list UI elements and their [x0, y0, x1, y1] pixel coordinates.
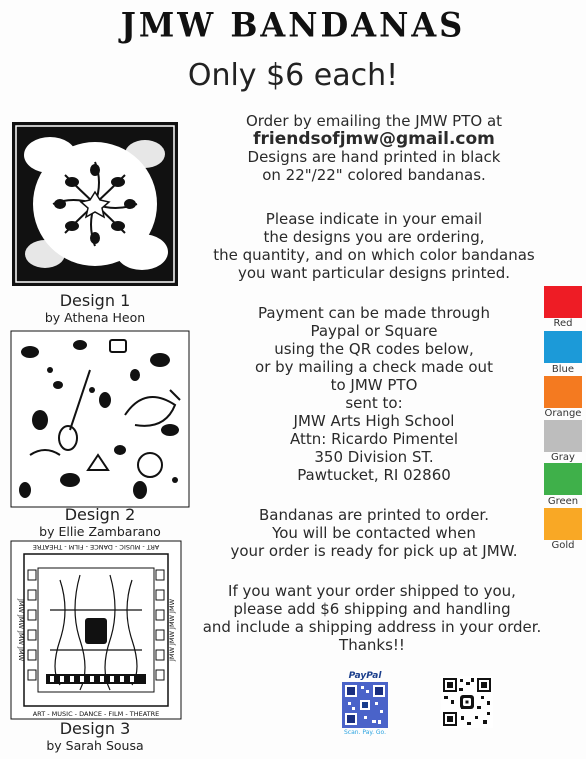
- page-title: JMW BANDANAS: [120, 5, 466, 45]
- instructions-line: the designs you are ordering,: [263, 228, 485, 246]
- shipping-line: please add $6 shipping and handling: [233, 600, 511, 618]
- instructions-line: Please indicate in your email: [265, 210, 483, 228]
- payment-line: Attn: Ricardo Pimentel: [290, 430, 458, 448]
- swatch-gray-label: Gray: [551, 452, 575, 463]
- design-2-artwork: [10, 330, 190, 508]
- design-1-artist: by Athena Heon: [44, 310, 146, 325]
- payment-info: [196, 304, 552, 484]
- design-3-top-border-text: ART - MUSIC - DANCE - FILM - THEATRE: [32, 543, 160, 551]
- swatch-red: [544, 286, 582, 318]
- instructions-line: the quantity, and on which color bandanas: [213, 246, 535, 264]
- design-3-right-border-text: JMW JMW JMW JMW: [168, 598, 176, 662]
- swatch-red-label: Red: [553, 318, 573, 329]
- swatch-gold: [544, 508, 582, 540]
- square-qr-icon: [441, 676, 493, 728]
- design-3-artwork: [10, 540, 182, 720]
- design-3-image: [10, 540, 182, 720]
- square-qr-code[interactable]: [441, 676, 493, 728]
- swatch-orange: [544, 376, 582, 408]
- design-2-image: [10, 330, 190, 508]
- instructions: [196, 210, 552, 282]
- design-3-bottom-border-text: ART - MUSIC - DANCE - FILM - THEATRE: [32, 710, 160, 718]
- swatch-gray: [544, 420, 582, 452]
- design-3-artist: by Sarah Sousa: [46, 738, 144, 753]
- printing-note: [196, 506, 552, 560]
- design-1-name: Design 1: [59, 291, 131, 310]
- payment-line: JMW Arts High School: [293, 412, 455, 430]
- design-3-left-border-text: JMW JMW JMW JMW: [17, 598, 25, 662]
- payment-line: Pawtucket, RI 02860: [297, 466, 451, 484]
- design-1-image: [10, 120, 180, 288]
- shipping-info: [190, 582, 554, 654]
- shipping-line: and include a shipping address in your order.: [202, 618, 542, 636]
- design-2-caption: [15, 506, 185, 539]
- paypal-qr-icon: [342, 682, 388, 728]
- shipping-line: If you want your order shipped to you,: [228, 582, 516, 600]
- swatch-green: [544, 463, 582, 495]
- order-line-1: Order by emailing the JMW PTO at: [245, 112, 503, 130]
- payment-line: 350 Division ST.: [314, 448, 434, 466]
- swatch-gold-label: Gold: [551, 540, 575, 551]
- payment-line: to JMW PTO: [330, 376, 418, 394]
- printing-line: your order is ready for pick up at JMW.: [230, 542, 518, 560]
- design-1-artwork: [10, 120, 180, 288]
- swatch-blue-label: Blue: [551, 364, 575, 375]
- instructions-line: you want particular designs printed.: [237, 264, 511, 282]
- price-subtitle: Only $6 each!: [187, 58, 399, 93]
- design-3-caption: [10, 720, 180, 753]
- order-info: [196, 112, 552, 184]
- payment-line: sent to:: [345, 394, 403, 412]
- order-email: friendsofjmw@gmail.com: [253, 129, 495, 149]
- order-line-4: on 22"/22" colored bandanas.: [262, 166, 486, 184]
- swatch-green-label: Green: [547, 496, 579, 507]
- shipping-line: Thanks!!: [339, 636, 405, 654]
- payment-line: or by mailing a check made out: [255, 358, 493, 376]
- printing-line: Bandanas are printed to order.: [259, 506, 489, 524]
- printing-line: You will be contacted when: [272, 524, 476, 542]
- payment-line: using the QR codes below,: [274, 340, 474, 358]
- swatch-blue: [544, 331, 582, 363]
- order-line-3: Designs are hand printed in black: [247, 148, 501, 166]
- swatch-orange-label: Orange: [544, 408, 582, 419]
- design-1-caption: [10, 292, 180, 325]
- design-2-name: Design 2: [64, 505, 136, 524]
- design-3-name: Design 3: [59, 719, 131, 738]
- payment-line: Paypal or Square: [310, 322, 438, 340]
- payment-line: Payment can be made through: [258, 304, 490, 322]
- paypal-qr-code[interactable]: [340, 670, 390, 738]
- paypal-tagline: Scan. Pay. Go.: [343, 729, 387, 736]
- design-2-artist: by Ellie Zambarano: [39, 524, 161, 539]
- paypal-logo: PayPal: [348, 671, 382, 681]
